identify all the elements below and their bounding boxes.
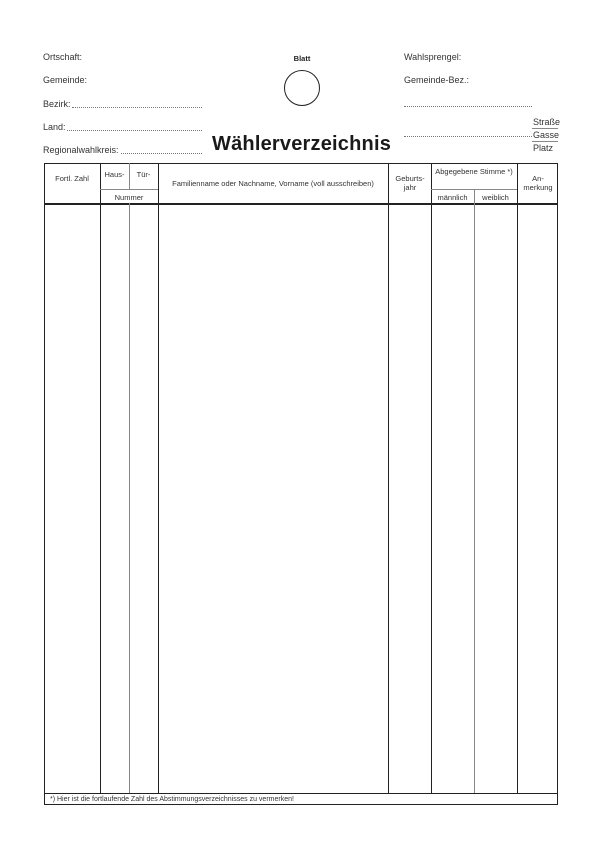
- stimme-divider: [431, 189, 517, 190]
- street-divider-1: [532, 128, 558, 129]
- header-nummer: Nummer: [114, 193, 144, 202]
- ortschaft-label: Ortschaft:: [43, 52, 83, 62]
- street-field[interactable]: [404, 136, 532, 137]
- right-blank-field[interactable]: [404, 106, 532, 107]
- regionalwahlkreis-label: Regionalwahlkreis:: [43, 145, 119, 155]
- land-label: Land:: [43, 122, 66, 132]
- blatt-label: Blatt: [293, 54, 311, 63]
- voter-table: [44, 163, 558, 805]
- header-anmerkung: An- merkung: [523, 174, 553, 192]
- header-geburtsjahr: Geburts- jahr: [395, 174, 425, 192]
- bezirk-field[interactable]: [72, 107, 202, 108]
- wahlsprengel-label: Wahlsprengel:: [404, 52, 462, 62]
- col-line-fortl: [100, 163, 101, 793]
- street-divider-2: [532, 141, 558, 142]
- nummer-divider: [100, 189, 158, 190]
- col-line-haus: [129, 203, 130, 793]
- gemeinde-label: Gemeinde:: [43, 75, 88, 85]
- blatt-circle[interactable]: [284, 70, 320, 106]
- bezirk-label: Bezirk:: [43, 99, 71, 109]
- footnote-divider: [44, 793, 558, 794]
- table-header-bottom: [44, 203, 558, 205]
- header-tuer: Tür-: [136, 170, 151, 179]
- header-weiblich: weiblich: [482, 193, 509, 202]
- col-line-maennlich: [474, 189, 475, 793]
- header-maennlich: männlich: [437, 193, 468, 202]
- col-line-stimme: [517, 163, 518, 793]
- platz-label: Platz: [533, 143, 554, 153]
- header-fortl: Fortl. Zahl: [55, 174, 89, 183]
- col-line-name: [388, 163, 389, 793]
- gemeinde-bez-label: Gemeinde-Bez.:: [404, 75, 470, 85]
- land-field[interactable]: [67, 130, 202, 131]
- regionalwahlkreis-field[interactable]: [121, 153, 202, 154]
- col-line-geburt: [431, 163, 432, 793]
- header-stimme: Abgegebene Stimme *): [435, 167, 513, 176]
- strasse-label: Straße: [533, 117, 561, 127]
- footnote: *) Hier ist die fortlaufende Zahl des Abstimmungsverzeichnisses zu vermerken!: [50, 796, 294, 803]
- header-name: Familienname oder Nachname, Vorname (voll ausschreiben): [172, 179, 374, 188]
- col-line-tuer: [158, 163, 159, 793]
- header-haus: Haus-: [104, 170, 125, 179]
- gasse-label: Gasse: [533, 130, 560, 140]
- page-title: Wählerverzeichnis: [212, 133, 392, 155]
